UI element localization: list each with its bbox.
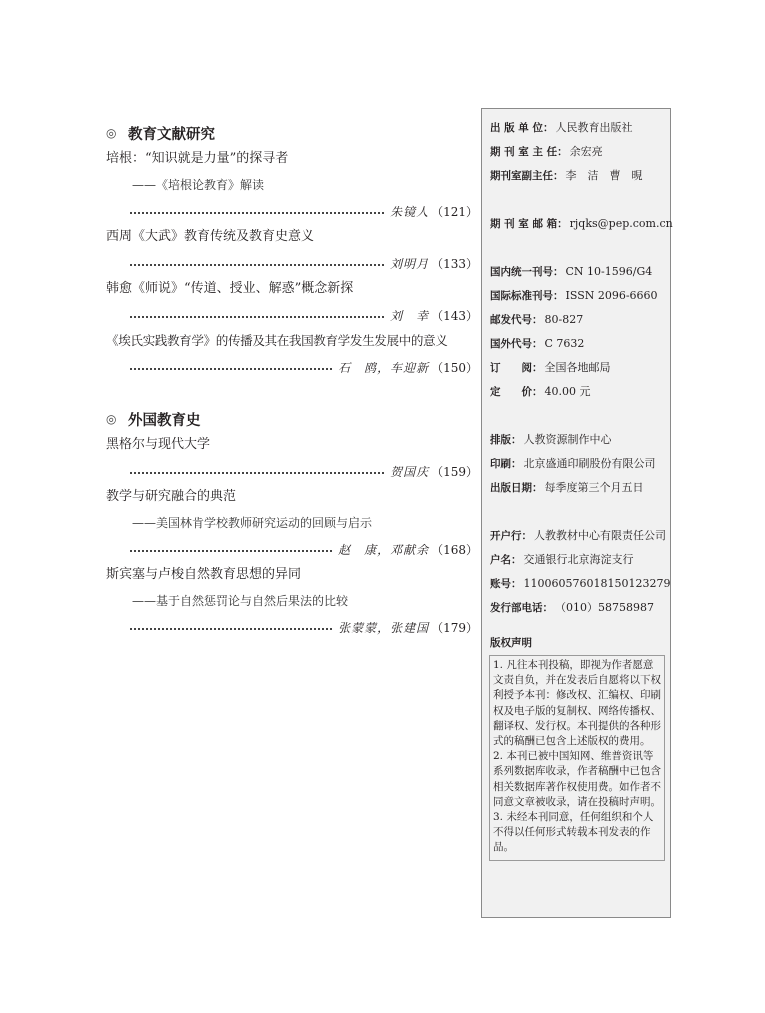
email-value[interactable]: rjqks@pep.com.cn	[569, 216, 673, 230]
article-author-line	[106, 614, 478, 640]
section-gap	[106, 380, 478, 406]
table-of-contents	[106, 120, 478, 640]
cn-label: 国内统一刊号：	[490, 265, 564, 278]
article-subtitle: ——基于自然惩罚论与自然后果法的比较	[132, 594, 349, 608]
article-page: （159）	[431, 464, 478, 479]
dot-leader	[130, 368, 332, 370]
article-author: 赵 康，邓献余	[338, 542, 430, 557]
publisher-value: 人民教育出版社	[555, 121, 633, 134]
date-label: 出版日期：	[490, 481, 543, 494]
article-title[interactable]: 西周《大武》教育传统及教育史意义	[106, 229, 315, 244]
article-author-line	[106, 302, 478, 328]
article-title[interactable]: 培根：“知识就是力量”的探寻者	[106, 151, 289, 166]
publisher-label: 出 版 单 位：	[490, 121, 554, 134]
article-title[interactable]: 斯宾塞与卢梭自然教育思想的异同	[106, 567, 302, 582]
dot-leader	[130, 316, 384, 318]
account-label: 账号：	[490, 577, 522, 590]
article-author-line	[106, 198, 478, 224]
email-row	[490, 211, 673, 235]
article-author: 刘明月	[390, 256, 430, 271]
toc-entry[interactable]	[106, 484, 478, 562]
date-value: 每季度第三个月五日	[544, 481, 644, 494]
foreign-label: 国外代号：	[490, 337, 543, 350]
email-label: 期 刊 室 邮 箱：	[490, 217, 568, 230]
issn-value: ISSN 2096-6660	[565, 288, 658, 302]
toc-entry[interactable]	[106, 146, 478, 224]
copyright-notice	[489, 655, 665, 861]
article-page: （143）	[431, 308, 478, 323]
print-label: 印刷：	[490, 457, 522, 470]
copyright-title: 版权声明	[490, 637, 532, 649]
article-author-line	[106, 536, 478, 562]
section-heading	[106, 120, 478, 146]
issn-row	[490, 283, 664, 307]
foreign-row	[490, 331, 664, 355]
article-subtitle: ——《培根论教育》解读	[132, 178, 265, 192]
account-name-value: 交通银行北京海淀支行	[523, 553, 634, 566]
toc-entry[interactable]	[106, 328, 478, 380]
article-title[interactable]: 韩愈《师说》“传道、授业、解惑”概念新探	[106, 281, 354, 296]
account-name-label: 户名：	[490, 553, 522, 566]
toc-entry[interactable]	[106, 276, 478, 328]
account-name-row	[490, 547, 664, 571]
account-value: 110060576018150123279	[523, 576, 671, 590]
dot-leader	[130, 264, 384, 266]
article-author: 张蒙蒙，张建国	[338, 620, 430, 635]
deputy-label: 期刊室副主任：	[490, 169, 564, 182]
price-row	[490, 379, 664, 403]
postal-row	[490, 307, 664, 331]
circle-bullet-icon: ◎	[106, 412, 117, 426]
section-title: 教育文献研究	[128, 126, 215, 143]
dot-leader	[130, 628, 332, 630]
date-row	[490, 475, 664, 499]
order-row	[490, 355, 664, 379]
section-title: 外国教育史	[128, 412, 201, 429]
article-title[interactable]: 黑格尔与现代大学	[106, 437, 211, 452]
account-row	[490, 571, 671, 595]
spacer	[490, 403, 664, 427]
copyright-clause: 2. 本刊已被中国知网、维普资讯等系列数据库收录，作者稿酬中已包含相关数据库著作权使用费。如作者不同意文章被收录，请在投稿时声明。	[493, 750, 661, 808]
layout-row	[490, 427, 664, 451]
spacer	[490, 499, 664, 523]
editor-label: 期 刊 室 主 任：	[490, 145, 568, 158]
cn-value: CN 10-1596/G4	[565, 264, 653, 278]
circle-bullet-icon: ◎	[106, 126, 117, 140]
article-author-line	[106, 250, 478, 276]
spacer	[490, 187, 664, 211]
toc-section	[106, 406, 478, 640]
article-page: （121）	[431, 204, 478, 219]
postal-label: 邮发代号：	[490, 313, 543, 326]
article-author: 刘 幸	[390, 308, 430, 323]
layout-value: 人教资源制作中心	[523, 433, 612, 446]
deputy-row	[490, 163, 664, 187]
layout-label: 排版：	[490, 433, 522, 446]
spacer	[490, 619, 664, 631]
article-page: （133）	[431, 256, 478, 271]
foreign-value: C 7632	[544, 336, 585, 350]
deputy-value: 李 洁 曹 晛	[565, 169, 643, 182]
order-value: 全国各地邮局	[544, 361, 611, 374]
phone-value: （010）58758987	[555, 601, 654, 614]
dot-leader	[130, 550, 332, 552]
postal-value: 80-827	[544, 312, 584, 326]
dot-leader	[130, 472, 384, 474]
toc-entry[interactable]	[106, 224, 478, 276]
toc-entry[interactable]	[106, 432, 478, 484]
article-page: （168）	[431, 542, 478, 557]
issn-label: 国际标准刊号：	[490, 289, 564, 302]
section-heading	[106, 406, 478, 432]
cn-row	[490, 259, 664, 283]
print-value: 北京盛通印刷股份有限公司	[523, 457, 656, 470]
bank-row	[490, 523, 664, 547]
phone-label: 发行部电话：	[490, 601, 553, 614]
copyright-clause: 1. 凡往本刊投稿，即视为作者愿意文责自负，并在发表后自愿将以下权利授予本刊：修改权、汇编权、印刷权及电子版的复制权、网络传播权、翻译权、发行权。本刊提供的各种形式的稿酬已包含上述版权的费用。	[493, 659, 661, 748]
article-author-line	[106, 354, 478, 380]
price-value: 40.00 元	[544, 385, 591, 398]
toc-section	[106, 120, 478, 380]
article-author: 贺国庆	[390, 464, 430, 479]
imprint-box	[481, 108, 671, 918]
spacer	[490, 235, 664, 259]
article-author-line	[106, 458, 478, 484]
article-page: （150）	[431, 360, 478, 375]
price-label: 定 价：	[490, 385, 543, 398]
publisher-row	[490, 115, 664, 139]
bank-value: 人教教材中心有限责任公司	[534, 529, 666, 542]
print-row	[490, 451, 664, 475]
editor-value: 余宏亮	[569, 145, 603, 158]
article-author: 石 鸥，车迎新	[338, 360, 430, 375]
toc-entry[interactable]	[106, 562, 478, 640]
editor-row	[490, 139, 664, 163]
dot-leader	[130, 212, 384, 214]
article-title[interactable]: 《埃氏实践教育学》的传播及其在我国教育学发生发展中的意义	[106, 333, 448, 348]
article-page: （179）	[431, 620, 478, 635]
article-title[interactable]: 教学与研究融合的典范	[106, 489, 237, 504]
copyright-clause: 3. 未经本刊同意，任何组织和个人不得以任何形式转载本刊发表的作品。	[493, 811, 654, 854]
phone-row	[490, 595, 664, 619]
bank-label: 开户行：	[490, 529, 532, 542]
article-author: 朱镜人	[390, 204, 430, 219]
order-label: 订 阅：	[490, 361, 543, 374]
article-subtitle: ——美国林肯学校教师研究运动的回顾与启示	[132, 516, 373, 530]
